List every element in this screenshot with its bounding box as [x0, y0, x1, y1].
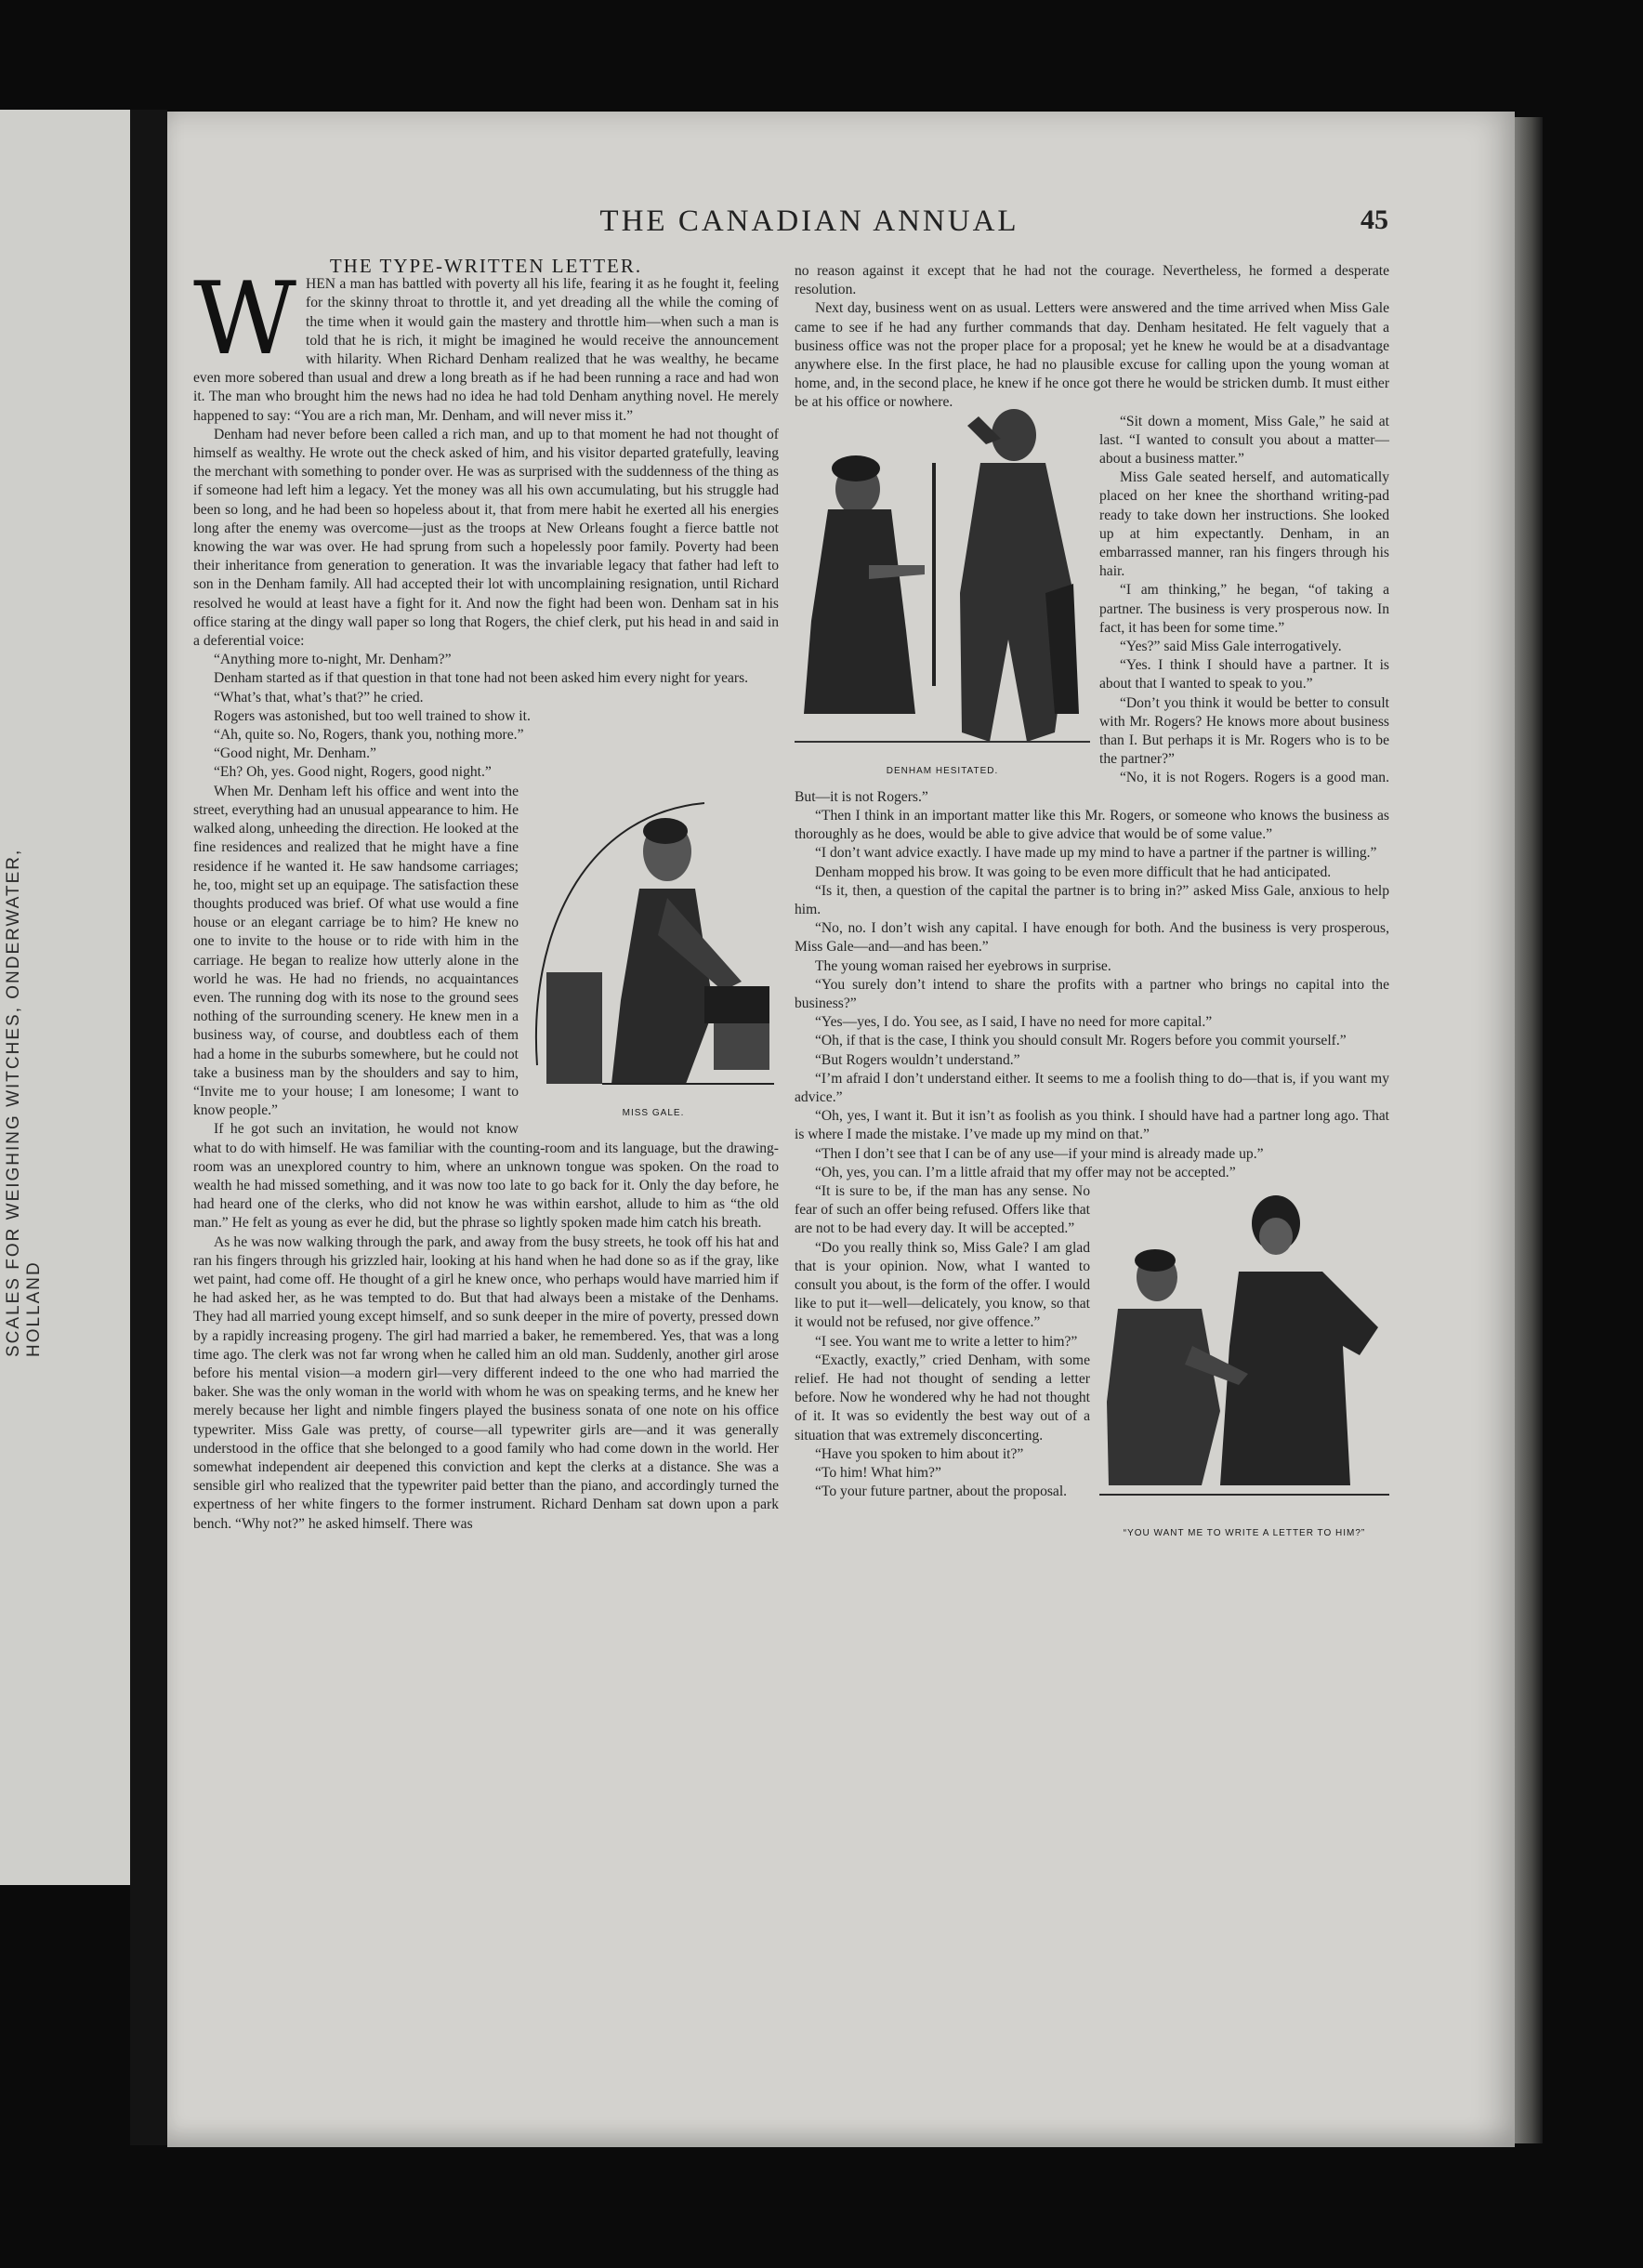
paragraph: “I’m afraid I don’t understand either. It seems to me a foolish thing to do—that is, if you want my advice.”: [795, 1070, 1389, 1105]
paragraph: The young woman raised her eyebrows in surprise.: [815, 957, 1111, 974]
paragraph: “To your future partner, about the proposal.: [815, 1483, 1068, 1500]
denham-hesitated-engraving: [795, 407, 1090, 760]
paragraph: Miss Gale seated herself, and automatically placed on her knee the shorthand writing-pad ready to take down her instructions. She looked up at him expectantly. Denham, in an embarrassed manner, ran his fingers through his hair.: [1099, 469, 1389, 580]
miss-gale-engraving: [528, 786, 779, 1102]
left-column: [193, 257, 779, 1534]
figure-caption: “YOU WANT ME TO WRITE A LETTER TO HIM?”: [1123, 1527, 1366, 1538]
write-letter-engraving: [1099, 1188, 1389, 1523]
paragraph: “It is sure to be, if the man has any sense. No fear of such an offer being refused. Offers like that are not to be had every day. It will be accepted.”: [795, 1182, 1090, 1237]
paragraph: “Is it, then, a question of the capital the partner is to bring in?” asked Miss Gale, anxious to help him.: [795, 882, 1389, 917]
paragraph: Denham mopped his brow. It was going to be even more difficult that he had anticipated.: [815, 864, 1332, 880]
illustration-write-a-letter: [1099, 1188, 1389, 1543]
magazine-page: [167, 112, 1515, 2147]
paragraph: no reason against it except that he had not the courage. Nevertheless, he formed a desperate resolution.: [795, 263, 1389, 298]
figure-caption: DENHAM HESITATED.: [886, 765, 999, 776]
facing-page-caption: SCALES FOR WEIGHING WITCHES, ONDERWATER, HOLLAND: [4, 848, 44, 1357]
paragraph: “Ah, quite so. No, Rogers, thank you, nothing more.”: [214, 727, 524, 744]
paragraph: “Oh, yes, I want it. But it isn’t as foolish as you think. I should have had a partner long ago. That is where I made the mistake. I’ve made up my mind on that.”: [795, 1108, 1389, 1143]
paragraph: “But Rogers wouldn’t understand.”: [815, 1051, 1020, 1068]
paragraph: “Exactly, exactly,” cried Denham, with some relief. He had not thought of sending a letter before. Now he wondered why he had not thought of it. It was so evidently the best way out of a situation that was extremely disconcerting.: [795, 1352, 1090, 1444]
paragraph: “Good night, Mr. Denham.”: [214, 745, 376, 762]
paragraph: “Oh, if that is the case, I think you should consult Mr. Rogers before you commit yourself.”: [815, 1033, 1347, 1049]
paragraph: When Mr. Denham left his office and went into the street, everything had an unusual appearance to him. He walked along, unheeding the direction. He looked at the fine residences and realized that he might have a fine residence if he wanted it. He saw handsome carriages; he, too, might set up an equipage. The satisfaction these thoughts produced was brief. Of what use would a fine house or an elegant carriage be to him? He knew no one to invite to the house or to ride with him in the carriage. He began to realize how utterly alone in the world he was. He had no friends, no acquaintances even. The running dog with its nose to the ground sees nothing of the surrounding scenery. He knew men in a business way, of course, and doubtless each of them had a home in the suburbs somewhere, but he could not take a business man by the shoulders and say to him, “Invite me to your house; I am lonesome; I want to know people.”: [193, 783, 519, 1119]
illustration-miss-gale: [528, 786, 779, 1123]
paragraph: If he got such an invitation, he would not know what to do with himself. He was familiar with the counting-room and its language, but the drawing-room was an unexplored country to him, where an unknown tongue was spoken. On the road to wealth he had missed something, and it was now too late to go back for it. Only the day before, he had heard one of the clerks, who did not know he was within earshot, allude to him as “the old man.” He felt as young as ever he did, but the phrase so lightly spoken made him catch his breath.: [193, 1121, 779, 1232]
right-column: [795, 262, 1389, 1547]
paragraph: “Yes. I think I should have a partner. It is about that I wanted to speak to you.”: [1099, 657, 1389, 692]
paragraph: “What’s that, what’s that?” he cried.: [214, 689, 424, 705]
drop-cap: W: [193, 261, 297, 378]
paragraph: “No, it is not Rogers. Rogers is a good man. But—it is not Rogers.”: [795, 770, 1389, 805]
paragraph: “Anything more to-night, Mr. Denham?”: [214, 652, 452, 668]
figure-caption: MISS GALE.: [622, 1107, 685, 1118]
paragraph: “To him! What him?”: [815, 1465, 941, 1481]
paragraph: “I am thinking,” he began, “of taking a partner. The business is very prosperous now. In fact, it has been for some time.”: [1099, 582, 1389, 636]
paragraph: Next day, business went on as usual. Letters were answered and the time arrived when Miss Gale came to see if he had any further commands that day. Denham hesitated. He felt vaguely that a business office was not the proper place for a proposal; yet he knew he would be at a disadvantage anywhere else. In the first place, he had no plausible excuse for calling upon the young woman at home, and, in the second place, he knew if he once got there he would be stricken dumb. It must either be at his office or nowhere.: [795, 300, 1390, 411]
paragraph: Rogers was astonished, but too well trained to show it.: [214, 707, 531, 724]
paragraph: “Yes—yes, I do. You see, as I said, I have no need for more capital.”: [815, 1014, 1213, 1031]
page-number: 45: [1360, 204, 1388, 235]
paragraph: Denham started as if that question in that tone had not been asked him every night for years.: [214, 670, 749, 687]
paragraph: “Oh, yes, you can. I’m a little afraid that my offer may not be accepted.”: [815, 1164, 1236, 1180]
paragraph: “Eh? Oh, yes. Good night, Rogers, good night.”: [214, 764, 492, 781]
paragraph: “No, no. I don’t wish any capital. I have enough for both. And the business is very prosperous, Miss Gale—and—and has been.”: [795, 920, 1389, 956]
paragraph: “Don’t you think it would be better to consult with Mr. Rogers? He knows more about business than I. But perhaps it is Mr. Rogers who is to be the partner?”: [1099, 694, 1389, 768]
paragraph: “I don’t want advice exactly. I have made up my mind to have a partner if the partner is willing.”: [815, 845, 1377, 862]
running-head: THE CANADIAN ANNUAL: [599, 204, 1019, 238]
paragraph: “You surely don’t intend to share the profits with a partner who brings no capital into the business?”: [795, 976, 1389, 1011]
article-title: THE TYPE-WRITTEN LETTER.: [329, 255, 643, 277]
paragraph: “Yes?” said Miss Gale interrogatively.: [1120, 639, 1342, 655]
paragraph: WHEN a man has battled with poverty all his life, fearing it as he fought it, feeling for the skinny throat to throttle it, and yet dreading all the while the coming of the time when it would gain the mastery and throttle him—when such a man is told that he is rich, it might be imagined he would receive the announcement with hilarity. When Richard Denham realized that he was wealthy, he became even more sobered than usual and drew a long breath as if he had been running a race and had won it. The man who brought him the news had no idea he had told Denham anything novel. He merely happened to say: “You are a rich man, Mr. Denham, and will never miss it.”: [193, 261, 779, 424]
paragraph: “I see. You want me to write a letter to him?”: [815, 1333, 1078, 1350]
paragraph: “Have you spoken to him about it?”: [815, 1445, 1024, 1462]
paragraph: As he was now walking through the park, and away from the busy streets, he took off his hat and ran his fingers through his grizzled hair, looking at his hand when he had done so as if the gray, like wet paint, had come off. He thought of a girl he knew once, who perhaps would have married him if he had asked her, as he was tempted to do. But that had always been a mistake of the Denhams. They had all married young except himself, and so sunk deeper in the mire of poverty, pressed down by a rapidly increasing progeny. The girl had married a baker, he remembered. Yes, that was a long time ago. The clerk was not far wrong when he called him an old man. Suddenly, another girl arose before his mental vision—a modern girl—very different indeed to the one who had married the baker. She was the only woman in the world with whom he was on speaking terms, and he knew her merely because her light and nimble fingers played the business sonata of one note on his office typewriter. Miss Gale was pretty, of course—all typewriter girls are—and it was generally understood in the office that she belonged to a good family who had come down in the world. Her somewhat independent air deepened this conviction and kept the clerks at a distance. She was a sensible girl who realized that the typewriter paid better than the piano, and accordingly turned the expertness of her white fingers to the former instrument. Richard Denham sat down upon a park bench. “Why not?” he asked himself. There was: [193, 1233, 779, 1532]
paragraph: “Do you really think so, Miss Gale? I am glad that is your opinion. Now, what I wanted to consult you about, is the form of the offer. I would like to put it—well—delicately, you know, so that it would not be refused, nor give offence.”: [795, 1239, 1090, 1331]
page-edge: [1515, 117, 1543, 2143]
paragraph: “Then I think in an important matter like this Mr. Rogers, or someone who knows the business as thoroughly as he does, would be able to give advice that would be of some value.”: [795, 807, 1389, 843]
paragraph: Denham had never before been called a rich man, and up to that moment he had not thought of himself as wealthy. He wrote out the check asked of him, and his visitor departed gratefully, leaving the merchant with something to ponder over. He was as surprised with the suddenness of the thing as if someone had left him a legacy. Yet the money was all his own accumulating, but his struggle had been so long, and he had been so hopeless about it, that from mere habit he exerted all his energies long after the enemy was overcome—just as the troops at New Orleans fought a fierce battle not knowing the war was over. He had sprung from such a hopelessly poor family. Poverty had been their inheritance from generation to generation. It was the invariable legacy that father had left to son in the Denham family. All had accepted their lot with uncomplaining resignation, until Richard resolved he would at least have a fight for it. And now the fight had been won. Denham sat in his office staring at the dingy wall paper so long that Rogers, the chief clerk, put his head in and said in a deferential voice:: [193, 426, 779, 650]
illustration-denham-hesitated: [795, 407, 1090, 781]
paragraph: “Then I don’t see that I can be of any use—if your mind is already made up.”: [815, 1145, 1264, 1162]
book-gutter: [130, 110, 167, 2145]
paragraph: “Sit down a moment, Miss Gale,” he said at last. “I wanted to consult you about a matter—about a business matter.”: [1099, 413, 1389, 468]
